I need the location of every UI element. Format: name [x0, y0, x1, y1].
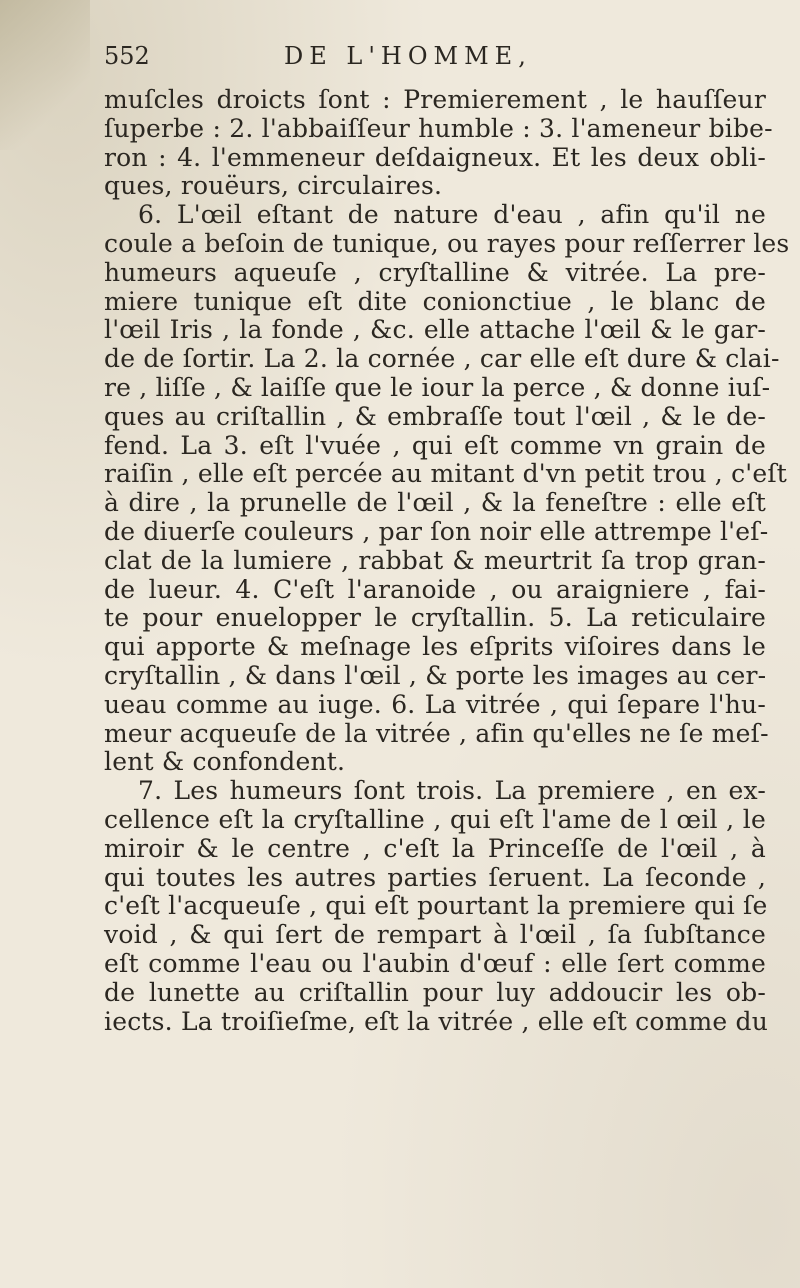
text-line: ueau comme au iuge. 6. La vitrée , qui ſepare l'hu-	[104, 689, 766, 719]
text-line: l'œil Iris , la fonde , &c. elle attache l'œil & le gar-	[104, 315, 766, 345]
text-line: lent & confondent.	[104, 747, 346, 777]
text-line: ron : 4. l'emmeneur deſdaigneux. Et les deux obli-	[104, 142, 766, 172]
text-line: raiſin , elle eſt percée au mitant d'vn petit trou , c'eſt	[104, 459, 788, 489]
text-line: ques, rouëurs, circulaires.	[104, 171, 443, 201]
text-line: ques au criſtallin , & embraſſe tout l'œil , & le de-	[104, 401, 766, 431]
text-line: 7. Les humeurs ſont trois. La premiere , en ex-	[138, 776, 766, 806]
text-line: de lueur. 4. C'eſt l'aranoide , ou araigniere , fai-	[104, 574, 766, 604]
text-line: eſt comme l'eau ou l'aubin d'œuf : elle ſert comme	[104, 948, 766, 978]
text-line: iects. La troiſieſme, eſt la vitrée , elle eſt comme du	[104, 1006, 769, 1036]
text-line: void , & qui ſert de rempart à l'œil , ſa ſubſtance	[104, 920, 766, 950]
text-line: de lunette au criſtallin pour luy addoucir les ob-	[104, 977, 766, 1007]
page-stain	[0, 0, 90, 150]
text-line: meur acqueuſe de la vitrée , afin qu'elles ne ſe meſ-	[104, 718, 769, 748]
text-line: à dire , la prunelle de l'œil , & la feneſtre : elle eſt	[104, 488, 766, 518]
text-line: fend. La 3. eſt l'vuée , qui eſt comme vn grain de	[104, 430, 766, 460]
text-line: clat de la lumiere , rabbat & meurtrit ſa trop gran-	[104, 545, 766, 575]
text-line: cellence eſt la cryſtalline , qui eſt l'ame de l œil , le	[104, 804, 766, 834]
text-line: coule a beſoin de tunique, ou rayes pour reſſerrer les	[104, 228, 790, 258]
running-title: DE L'HOMME,	[284, 42, 532, 70]
text-line: cryſtallin , & dans l'œil , & porte les images au cer-	[104, 660, 767, 690]
running-head	[104, 42, 766, 86]
text-line: 6. L'œil eſtant de nature d'eau , afin qu'il ne	[138, 200, 766, 230]
text-line: muſcles droicts ſont : Premierement , le hauſſeur	[104, 85, 766, 114]
text-line: re , liſſe , & laiſſe que le iour la perce , & donne iuſ-	[104, 372, 771, 402]
text-line: ſuperbe : 2. l'abbaiſſeur humble : 3. l'ameneur bibe-	[104, 113, 773, 143]
text-line: humeurs aqueuſe , cryſtalline & vitrée. La pre-	[104, 257, 766, 287]
text-line: de diuerſe couleurs , par ſon noir elle attrempe l'eſ-	[104, 516, 769, 546]
text-line: de de ſortir. La 2. la cornée , car elle eſt dure & clai-	[104, 344, 780, 374]
text-line: miere tunique eſt dite conionctiue , le blanc de	[104, 286, 766, 316]
text-line: miroir & le centre , c'eſt la Princeſſe de l'œil , à	[104, 833, 766, 863]
page-number: 552	[104, 42, 150, 70]
body-text	[104, 85, 790, 1036]
text-line: c'eſt l'acqueuſe , qui eſt pourtant la premiere qui ſe	[104, 891, 768, 921]
text-line: qui toutes les autres parties ſeruent. La ſeconde ,	[104, 862, 766, 892]
text-line: te pour enuelopper le cryſtallin. 5. La reticulaire	[104, 603, 766, 633]
text-line: qui apporte & meſnage les eſprits viſoires dans le	[104, 632, 766, 662]
